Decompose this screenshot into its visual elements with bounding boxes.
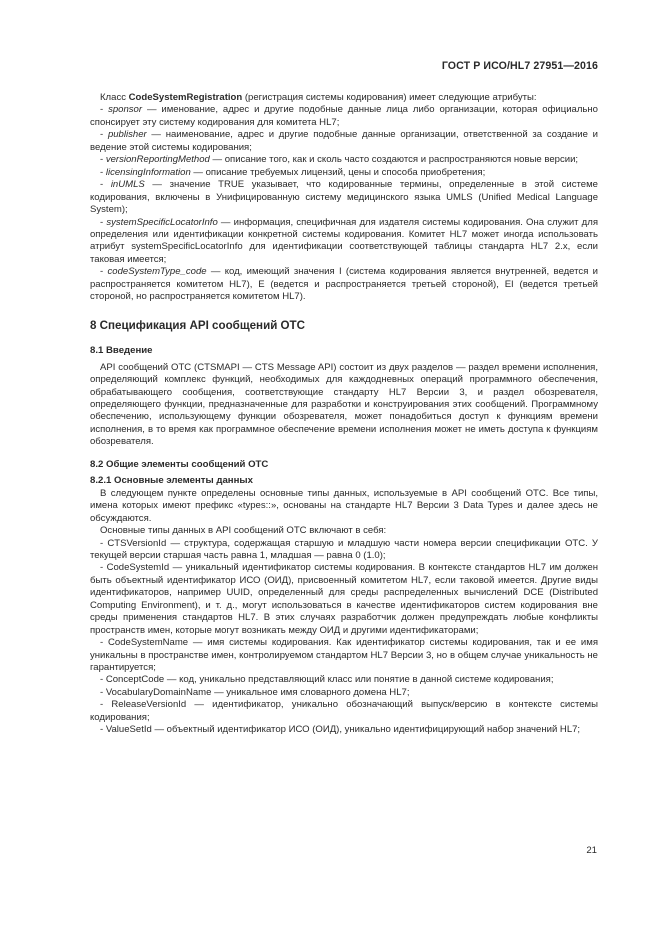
attribute-name: inUMLS: [110, 179, 145, 191]
section-8-1-text: API сообщений ОТС (CTSMAPI — CTS Message API) состоит из двух разделов — раздел времени исполнения, определяющий комплекс функций, необходимых для каждодневных операций программного обеспечения, обрабатывающего сообщения, соответствующие стандарту HL7 Версии 3, и раздел обозревателя, определяющего функции, предназначенные для разработки и конструирования этих сообщений. Программному обеспечению, использующему функции обозревателя, может понадобиться доступ к функциям времени исполнения, в то время как программное обеспечение времени исполнения может не иметь доступа к функциям обозревателя.: [90, 361, 598, 448]
attribute-item: - codeSystemType_code — код, имеющий значения I (система кодирования является внутренней, ведется и распространяется комитетом HL7), E (ведется и распространяется третьей стороной), EI (ведется третьей стороной, но распространяется комитетом HL7).: [90, 266, 598, 303]
attribute-list: [90, 104, 598, 303]
attribute-name: publisher: [107, 129, 147, 141]
intro-paragraph: Класс CodeSystemRegistration (регистрация системы кодирования) имеет следующие атрибуты:: [100, 92, 537, 103]
page-number: 21: [586, 845, 597, 856]
data-type-item: - CTSVersionId — структура, содержащая старшую и младшую части номера версии спецификации ОТС. У текущей версии старшая часть равна 1, младшая — равна 0 (1.0);: [90, 537, 598, 561]
section-8-1-title: 8.1 Введение: [90, 345, 153, 357]
section-8-2-title: 8.2 Общие элементы сообщений ОТС: [90, 458, 269, 470]
data-type-item: - CodeSystemName — имя системы кодирования. Как идентификатор системы кодирования, так и ее имя уникальны в пространстве имен, контролируемом стандартом HL7 Версии 3, но в общем случае уникальность не гарантируется;: [90, 637, 598, 674]
attribute-name: codeSystemType_code: [107, 266, 207, 278]
attribute-item: - publisher — наименование, адрес и другие подобные данные организации, ответственной за создание и ведение этой системы кодирования;: [90, 129, 598, 153]
attribute-item: - inUMLS — значение TRUE указывает, что кодированные термины, определенные в этой системе кодирования, включены в Унифицированную систему медицинского языка UMLS (Unified Medical Language System);: [90, 179, 598, 216]
section-8-2-1-intro: Основные типы данных в API сообщений ОТС включают в себя:: [100, 525, 387, 537]
data-type-item: - VocabularyDomainName — уникальное имя словарного домена HL7;: [100, 686, 410, 698]
data-type-list: [90, 538, 598, 737]
data-type-item: - ReleaseVersionId — идентификатор, уникально обозначающий выпуск/версию в контексте системы кодирования;: [90, 699, 598, 723]
section-8-2-1-paragraph: В следующем пункте определены основные типы данных, используемые в API сообщений ОТС. Все типы, имена которых имеют префикс «types::», основаны на стандарте HL7 Версии 3 Data Types и далее здесь не обсуждаются.: [90, 487, 598, 524]
section-8-title: 8 Спецификация API сообщений ОТС: [90, 318, 306, 332]
attribute-item: - versionReportingMethod — описание того, как и сколь часто создаются и распространяются новые версии;: [100, 154, 579, 166]
data-type-item: - ValueSetId — объектный идентификатор ИСО (ОИД), уникально идентифицирующий набор значений HL7;: [100, 724, 581, 736]
document-header: ГОСТ Р ИСО/HL7 27951—2016: [441, 60, 598, 72]
attribute-item: - systemSpecificLocatorInfo — информация, специфичная для издателя системы кодирования. Она служит для определения или идентификации конкретной системы кодирования. Комитет HL7 может иногда использовать атрибут systemSpecificLocatorInfo для идентификации соответствующей таблицы стандарта HL7 2.x, если таковая имеется;: [90, 216, 598, 265]
attribute-item: - sponsor — именование, адрес и другие подобные данные лица либо организации, которая официально спонсирует эту систему кодирования для комитета HL7;: [90, 104, 598, 128]
attribute-name: sponsor: [108, 104, 143, 116]
data-type-item: - CodeSystemId — уникальный идентификатор системы кодирования. В контексте стандартов HL7 им должен быть объектный идентификатор ИСО (ОИД), присвоенный комитетом HL7, если таковой имеется. Другие виды идентификаторов, например UUID, определенный для среды распределенных вычислений DCE (Distributed Computing Environment), и т. д., могут использоваться в качестве идентификаторов систем кодирования вне среды применения стандартов HL7. В этих случаях разработчик должен предупреждать любые конфликты пространств имен, которые могут возникать между ОИД и другими идентификаторами;: [90, 562, 598, 636]
class-name: CodeSystemRegistration: [128, 92, 243, 103]
attribute-name: systemSpecificLocatorInfo: [106, 216, 218, 228]
section-8-2-1-title: 8.2.1 Основные элементы данных: [90, 475, 253, 487]
attribute-item: - licensingInformation — описание требуемых лицензий, цены и способа приобретения;: [100, 166, 486, 178]
data-type-item: - ConceptCode — код, уникально представляющий класс или понятие в данной системе кодирования;: [100, 674, 554, 686]
document-body: [90, 92, 598, 737]
attribute-name: licensingInformation: [105, 166, 191, 178]
attribute-name: versionReportingMethod: [105, 154, 210, 166]
